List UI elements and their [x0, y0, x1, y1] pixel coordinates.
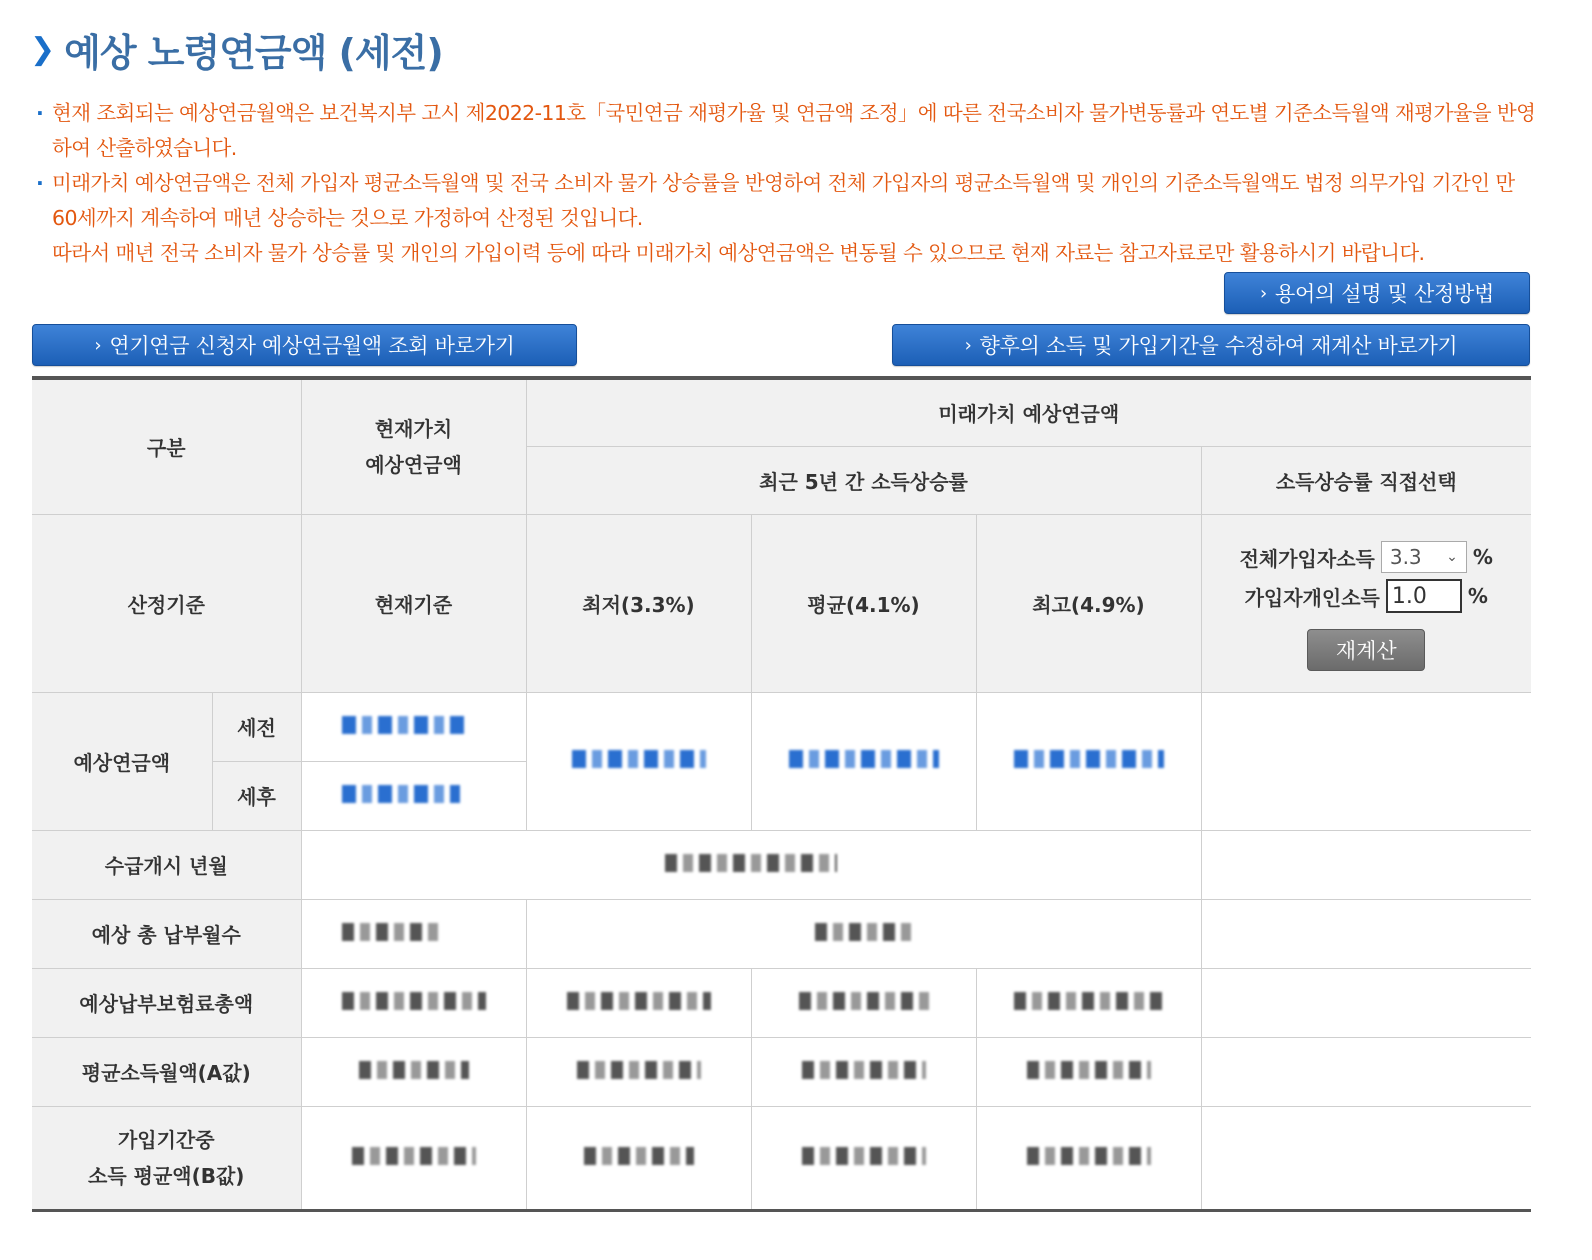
terms-button[interactable] — [1224, 272, 1530, 314]
pension-table — [32, 376, 1531, 1212]
present-b-value — [301, 1106, 526, 1210]
notice-text: 현재 조회되는 예상연금월액은 보건복지부 고시 제2022-11호「국민연금 재평가율 및 연금액 조정」에 따른 전국소비자 물가변동률과 연도별 기준소득월액 재평가율을 반영하여 산출하였습니다. — [52, 101, 1536, 160]
avg-a-value — [751, 1037, 976, 1106]
chevron-down-icon: ⌄ — [1446, 549, 1458, 565]
notice-item — [36, 96, 1536, 166]
max-a-value — [976, 1037, 1201, 1106]
redacted-value — [1027, 1061, 1151, 1079]
bullet-icon: · — [36, 101, 44, 125]
present-posttax-value — [301, 761, 526, 830]
row-label-start: 수급개시 년월 — [32, 830, 301, 899]
personal-income-rate-line — [1202, 579, 1532, 613]
total-income-rate-line — [1202, 541, 1532, 573]
notice-text: 미래가치 예상연금액은 전체 가입자 평균소득월액 및 전국 소비자 물가 상승률을 반영하여 전체 가입자의 평균소득월액 및 개인의 기준소득월액도 법정 의무가입 기간인 만 60세까지 계속하여 매년 상승하는 것으로 가정하여 산정된 것입니다. — [52, 171, 1515, 230]
present-pretax-value — [301, 692, 526, 761]
header-recent-5y: 최근 5년 간 소득상승률 — [526, 446, 1201, 514]
redacted-value — [1014, 992, 1164, 1010]
redacted-value — [567, 992, 711, 1010]
percent-sign: % — [1467, 584, 1488, 608]
chevron-right-icon: › — [1260, 282, 1267, 304]
direct-premium-value — [1201, 968, 1531, 1037]
min-expected-value — [526, 692, 751, 830]
basis-present: 현재기준 — [301, 514, 526, 692]
personal-income-rate-label: 가입자개인소득 — [1244, 585, 1380, 610]
redacted-value — [1014, 750, 1164, 768]
future-months-value — [526, 899, 1201, 968]
notice-text: 따라서 매년 전국 소비자 물가 상승률 및 개인의 가입이력 등에 따라 미래가치 예상연금액은 변동될 수 있으므로 현재 자료는 참고자료로만 활용하시기 바랍니다. — [52, 241, 1425, 265]
early-pension-link-button[interactable] — [32, 324, 577, 366]
redacted-value — [789, 750, 939, 768]
basis-avg: 평균(4.1%) — [751, 514, 976, 692]
redacted-value — [342, 716, 470, 734]
row-label-expected: 예상연금액 — [32, 692, 212, 830]
redacted-value — [802, 1147, 926, 1165]
present-premium-value — [301, 968, 526, 1037]
bullet-icon: · — [36, 171, 44, 195]
recalc-link-button[interactable] — [892, 324, 1530, 366]
row-label-b-value: 가입기간중 소득 평균액(B값) — [32, 1106, 301, 1210]
redacted-value — [359, 1061, 469, 1079]
row-label-basis: 산정기준 — [32, 514, 301, 692]
basis-min: 최저(3.3%) — [526, 514, 751, 692]
max-b-value — [976, 1106, 1201, 1210]
notice-item — [36, 236, 1536, 271]
redacted-value — [799, 992, 929, 1010]
present-months-value — [301, 899, 526, 968]
redacted-value — [584, 1147, 694, 1165]
row-label-posttax: 세후 — [212, 761, 301, 830]
header-present-value: 현재가치 예상연금액 — [301, 378, 526, 514]
avg-premium-value — [751, 968, 976, 1037]
percent-sign: % — [1472, 545, 1493, 569]
avg-b-value — [751, 1106, 976, 1210]
direct-b-value — [1201, 1106, 1531, 1210]
page-title-text: 예상 노령연금액 (세전) — [64, 31, 443, 75]
redacted-value — [802, 1061, 926, 1079]
direct-a-value — [1201, 1037, 1531, 1106]
max-premium-value — [976, 968, 1201, 1037]
page-title — [30, 22, 443, 77]
early-pension-link-label: 연기연금 신청자 예상연금월액 조회 바로가기 — [109, 334, 515, 358]
header-future-value: 미래가치 예상연금액 — [526, 378, 1531, 446]
total-income-rate-label: 전체가입자소득 — [1239, 546, 1375, 571]
redacted-value — [342, 785, 460, 803]
redacted-value — [577, 1061, 701, 1079]
total-income-rate-value: 3.3 — [1389, 545, 1422, 569]
redacted-value — [665, 854, 837, 872]
redacted-value — [572, 750, 706, 768]
notice-list — [36, 96, 1536, 271]
redacted-value — [815, 923, 913, 941]
recalc-button[interactable]: 재계산 — [1307, 629, 1425, 671]
row-label-months: 예상 총 납부월수 — [32, 899, 301, 968]
redacted-value — [352, 1147, 476, 1165]
terms-button-label: 용어의 설명 및 산정방법 — [1274, 282, 1494, 306]
redacted-value — [1027, 1147, 1151, 1165]
row-label-premium: 예상납부보험료총액 — [32, 968, 301, 1037]
total-income-rate-select[interactable] — [1381, 541, 1467, 573]
header-category: 구분 — [32, 378, 301, 514]
min-premium-value — [526, 968, 751, 1037]
direct-months-value — [1201, 899, 1531, 968]
redacted-value — [342, 992, 486, 1010]
min-a-value — [526, 1037, 751, 1106]
max-expected-value — [976, 692, 1201, 830]
redacted-value — [342, 923, 442, 941]
basis-max: 최고(4.9%) — [976, 514, 1201, 692]
row-label-a-value: 평균소득월액(A값) — [32, 1037, 301, 1106]
personal-income-rate-input[interactable]: 1.0 — [1386, 579, 1462, 613]
row-label-pretax: 세전 — [212, 692, 301, 761]
header-direct-select: 소득상승률 직접선택 — [1201, 446, 1531, 514]
recalc-link-label: 향후의 소득 및 가입기간을 수정하여 재계산 바로가기 — [979, 334, 1458, 358]
notice-item — [36, 166, 1536, 236]
chevron-right-icon: › — [94, 334, 102, 356]
start-month-value — [301, 830, 1201, 899]
chevron-right-icon: › — [964, 334, 972, 356]
min-b-value — [526, 1106, 751, 1210]
avg-expected-value — [751, 692, 976, 830]
present-a-value — [301, 1037, 526, 1106]
chevron-right-icon: ❯ — [30, 32, 55, 67]
direct-start-value — [1201, 830, 1531, 899]
direct-expected-value — [1201, 692, 1531, 830]
direct-select-controls — [1201, 514, 1531, 692]
